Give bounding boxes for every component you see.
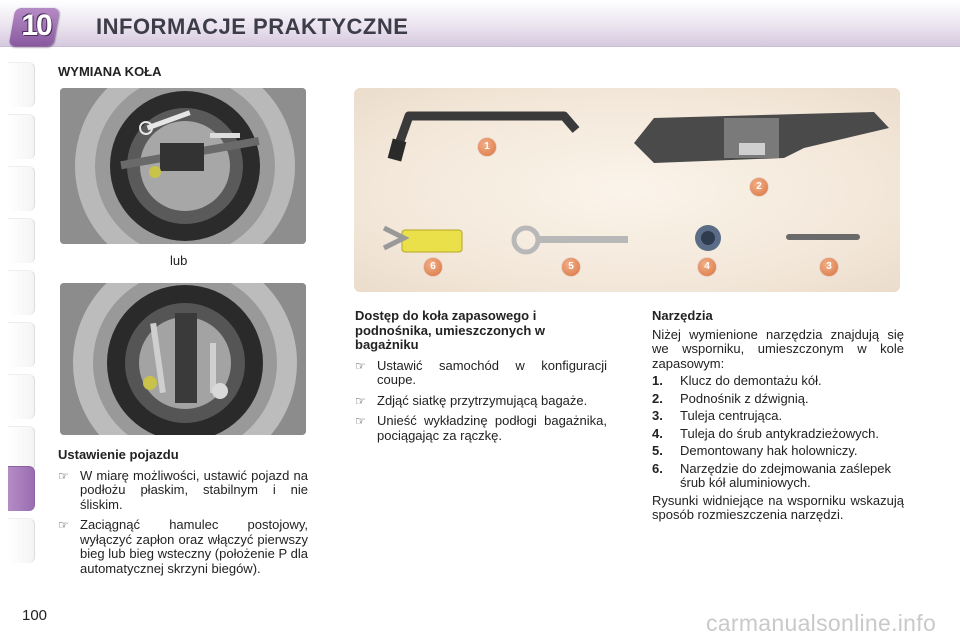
tools-section (652, 309, 904, 523)
list-item (58, 518, 308, 576)
pointing-hand-icon: ☞ (355, 414, 366, 428)
item-number: 6. (652, 460, 663, 476)
list-item (652, 427, 904, 442)
list-item-text: Zdjąć siatkę przytrzymującą bagaże. (377, 392, 588, 408)
side-tab-active[interactable] (8, 466, 35, 511)
list-item (652, 462, 904, 491)
item-text: Podnośnik z dźwignią. (680, 390, 809, 406)
side-tab[interactable] (8, 374, 35, 419)
item-text: Tuleja centrująca. (680, 408, 783, 423)
tool-callout-4: 4 (698, 258, 716, 276)
tool-callout-3: 3 (820, 258, 838, 276)
side-tab[interactable] (8, 114, 35, 159)
item-number: 1. (652, 373, 663, 388)
tools-intro: Niżej wymienione narzędzia znajdują się we wsporniku, umieszczonym w kole zapasowym: (652, 326, 904, 371)
tools-illustration (354, 88, 900, 292)
side-tab[interactable] (8, 218, 35, 263)
tools-outro: Rysunki widniejące na wsporniku wskazują sposób rozmieszczenia narzędzi. (652, 492, 904, 522)
section-title: WYMIANA KOŁA (58, 64, 162, 79)
access-title: Dostęp do koła zapasowego i podnośnika, umieszczonych w bagażniku (355, 308, 545, 352)
spare-wheel-photo-1 (60, 88, 306, 244)
pointing-hand-icon: ☞ (58, 468, 69, 483)
list-item (652, 409, 904, 424)
page-number: 100 (22, 607, 48, 624)
list-item (58, 469, 308, 513)
access-section (355, 309, 607, 443)
side-tab[interactable] (8, 270, 35, 315)
item-text: Narzędzie do zdejmowania zaślepek śrub kół aluminiowych. (680, 460, 892, 490)
side-tab[interactable] (8, 166, 35, 211)
pointing-hand-icon: ☞ (355, 393, 366, 408)
item-number: 2. (652, 390, 663, 406)
side-tab[interactable] (8, 518, 35, 563)
list-item-text: Ustawić samochód w konfiguracji coupe. (377, 357, 607, 387)
pointing-hand-icon: ☞ (58, 518, 69, 532)
list-item-text: Zaciągnąć hamulec postojowy, wyłączyć zapłon oraz włączyć pierwszy bieg lub bieg wsteczny (położenie P dla automatycznej skrzyni biegów). (80, 517, 308, 576)
spare-wheel-photo-2 (60, 283, 306, 435)
item-text: Tuleja do śrub antykradzieżowych. (680, 425, 879, 441)
list-item-text: W miarę możliwości, ustawić pojazd na podłożu płaskim, stabilnym i nie śliskim. (80, 467, 308, 512)
pointing-hand-icon: ☞ (355, 358, 366, 373)
list-item-text: Unieść wykładzinę podłogi bagażnika, pociągając za rączkę. (377, 413, 607, 443)
watermark: carmanualsonline.info (706, 610, 937, 636)
list-item (652, 374, 904, 389)
tool-callout-5: 5 (562, 258, 580, 276)
chapter-number: 10 (21, 9, 51, 42)
item-text: Klucz do demontażu kół. (680, 373, 822, 388)
item-text: Demontowany hak holowniczy. (680, 443, 858, 458)
tool-callout-2: 2 (750, 178, 768, 196)
side-tab[interactable] (8, 62, 35, 107)
item-number: 3. (652, 408, 663, 423)
item-number: 5. (652, 443, 663, 458)
list-item (355, 359, 607, 388)
side-tabs (0, 62, 34, 582)
tool-callout-1: 1 (478, 138, 496, 156)
vehicle-position-section (58, 448, 308, 576)
item-number: 4. (652, 425, 663, 441)
side-tab[interactable] (8, 322, 35, 367)
list-item (652, 392, 904, 407)
vehicle-position-title: Ustawienie pojazdu (58, 447, 179, 462)
tools-title: Narzędzia (652, 308, 713, 323)
list-item (355, 394, 607, 409)
list-item (355, 414, 607, 443)
tool-callout-6: 6 (424, 258, 442, 276)
side-tab[interactable] (8, 426, 35, 471)
photo-separator: lub (170, 253, 188, 268)
page-title: INFORMACJE PRAKTYCZNE (96, 14, 409, 39)
list-item (652, 444, 904, 459)
